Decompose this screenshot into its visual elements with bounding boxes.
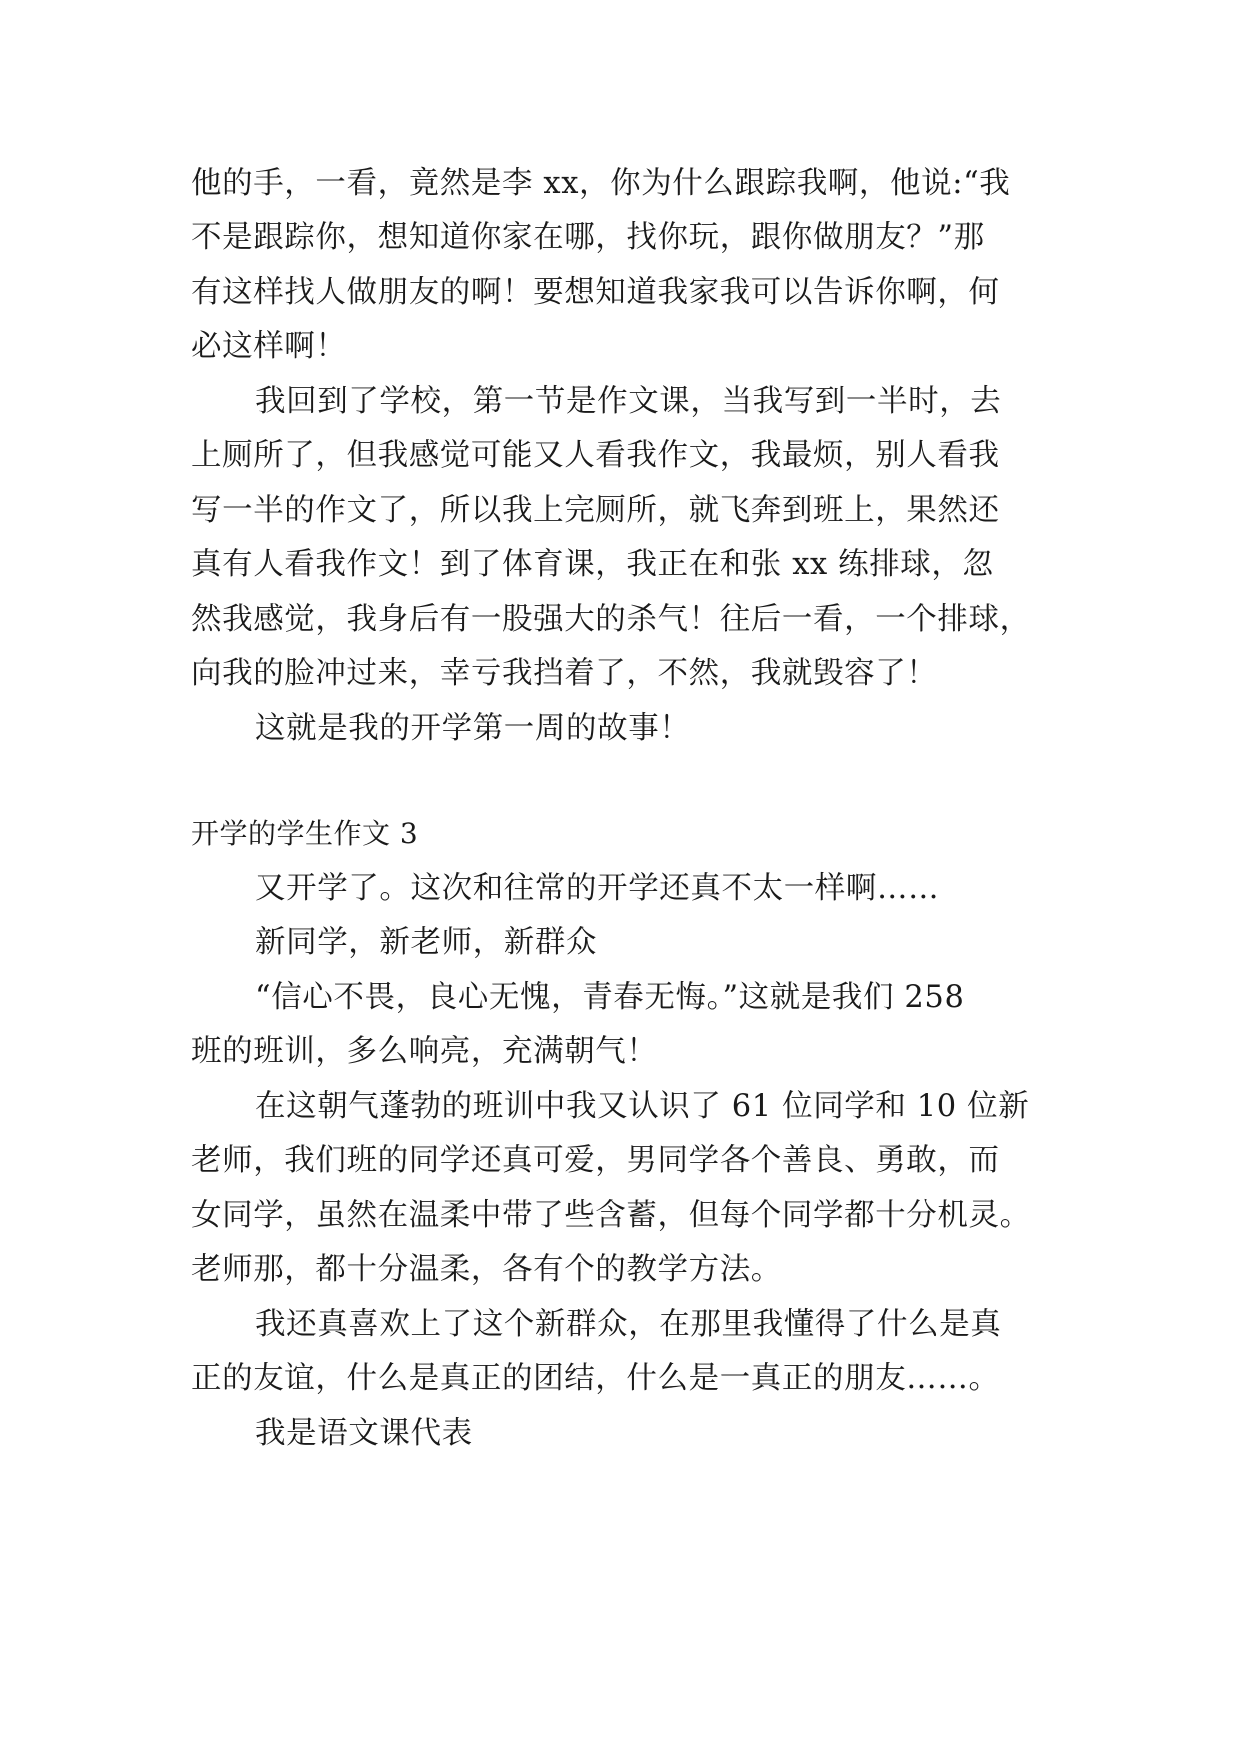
paragraph-line: 有这样找人做朋友的啊！要想知道我家我可以告诉你啊，何 [191,275,1000,310]
paragraph-line: 真有人看我作文！到了体育课，我正在和张 xx 练排球，忽 [191,547,994,582]
paragraph-line: 我是语文课代表 [255,1416,473,1451]
paragraph-line: 我回到了学校，第一节是作文课，当我写到一半时，去 [255,384,1002,419]
paragraph-line: 女同学，虽然在温柔中带了些含蓄，但每个同学都十分机灵。 [191,1198,1031,1233]
paragraph-line: 在这朝气蓬勃的班训中我又认识了 61 位同学和 10 位新 [255,1089,1030,1124]
paragraph-line: 写一半的作文了，所以我上完厕所，就飞奔到班上，果然还 [191,493,1000,528]
section-heading: 开学的学生作文 3 [191,817,419,850]
paragraph-line: 新同学，新老师，新群众 [255,925,598,960]
paragraph-line: “信心不畏，良心无愧，青春无悔。”这就是我们 258 [255,980,965,1015]
paragraph-line: 我还真喜欢上了这个新群众，在那里我懂得了什么是真 [255,1307,1002,1342]
paragraph-line: 他的手，一看，竟然是李 xx，你为什么跟踪我啊，他说:“我 [191,166,1011,201]
paragraph-line: 然我感觉，我身后有一股强大的杀气！往后一看，一个排球， [191,602,1031,637]
paragraph-line: 上厕所了，但我感觉可能又人看我作文，我最烦，别人看我 [191,438,1000,473]
paragraph-line: 班的班训，多么响亮，充满朝气！ [191,1034,658,1069]
paragraph-line: 又开学了。这次和往常的开学还真不太一样啊…… [255,871,940,906]
paragraph-line: 老师，我们班的同学还真可爱，男同学各个善良、勇敢，而 [191,1143,1000,1178]
paragraph-line: 这就是我的开学第一周的故事！ [255,711,691,746]
paragraph-line: 向我的脸冲过来，幸亏我挡着了，不然，我就毁容了！ [191,656,938,691]
paragraph-line: 必这样啊！ [191,329,347,364]
paragraph-line: 不是跟踪你，想知道你家在哪，找你玩，跟你做朋友？”那 [191,220,985,255]
paragraph-line: 老师那，都十分温柔，各有个的教学方法。 [191,1252,782,1287]
paragraph-line: 正的友谊，什么是真正的团结，什么是一真正的朋友……。 [191,1361,1000,1396]
